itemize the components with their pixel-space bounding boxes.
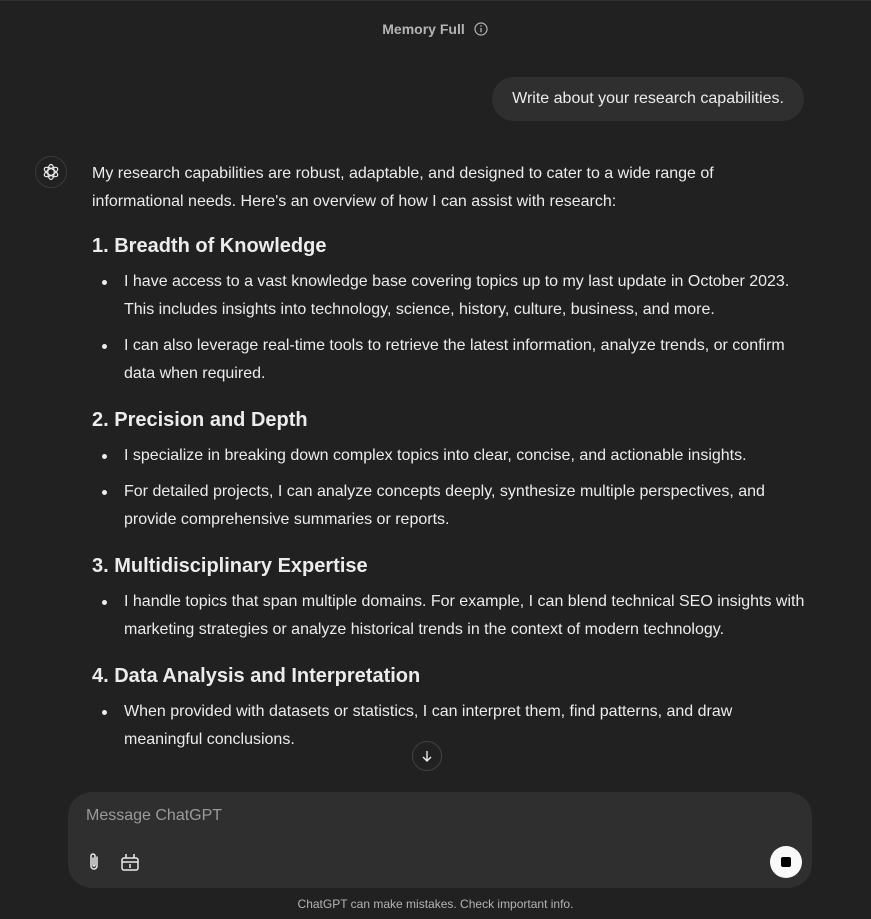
section-heading: 1. Breadth of Knowledge (92, 235, 327, 257)
tools-icon[interactable] (118, 850, 142, 874)
user-message-text: Write about your research capabilities. (512, 90, 784, 107)
section-heading: 4. Data Analysis and Interpretation (92, 665, 421, 687)
message-input[interactable]: Message ChatGPT (86, 807, 223, 824)
scroll-to-bottom-button[interactable] (412, 741, 442, 771)
top-divider (0, 0, 871, 1)
bullet-list (92, 442, 807, 534)
message-composer[interactable] (68, 792, 812, 888)
memory-status-label: Memory Full (382, 21, 465, 37)
info-icon[interactable] (473, 21, 489, 37)
arrow-down-icon (420, 749, 434, 763)
list-item: I can also leverage real-time tools to retrieve the latest information, analyze trends, or confirm data when required. (124, 332, 807, 388)
list-item: I have access to a vast knowledge base covering topics up to my last update in October 2023. This includes insights into technology, science, history, culture, business, and more. (124, 268, 807, 324)
list-item: I specialize in breaking down complex topics into clear, concise, and actionable insights. (124, 442, 807, 470)
section-heading: 2. Precision and Depth (92, 409, 308, 431)
bullet-list (92, 588, 807, 644)
assistant-logo-icon (35, 156, 67, 188)
scroll-fade (0, 772, 871, 792)
paperclip-icon[interactable] (82, 850, 106, 874)
chat-header (0, 19, 871, 39)
list-item: For detailed projects, I can analyze concepts deeply, synthesize multiple perspectives, and provide comprehensive summaries or reports. (124, 478, 807, 534)
bullet-list (92, 698, 807, 754)
list-item: I handle topics that span multiple domains. For example, I can blend technical SEO insights with marketing strategies or analyze historical trends in the context of modern technology. (124, 588, 807, 644)
stop-generating-button[interactable] (770, 846, 802, 878)
assistant-sections (92, 232, 807, 754)
list-item: When provided with datasets or statistics, I can interpret them, find patterns, and draw meaningful conclusions. (124, 698, 807, 754)
section-heading: 3. Multidisciplinary Expertise (92, 555, 368, 577)
bullet-list (92, 268, 807, 388)
assistant-message (92, 160, 807, 772)
user-message-bubble (492, 77, 804, 121)
disclaimer-text: ChatGPT can make mistakes. Check important info. (297, 897, 574, 911)
stop-icon (781, 857, 791, 867)
assistant-intro: My research capabilities are robust, adaptable, and designed to cater to a wide range of informational needs. Here's an overview of how I can assist with research: (92, 165, 714, 210)
